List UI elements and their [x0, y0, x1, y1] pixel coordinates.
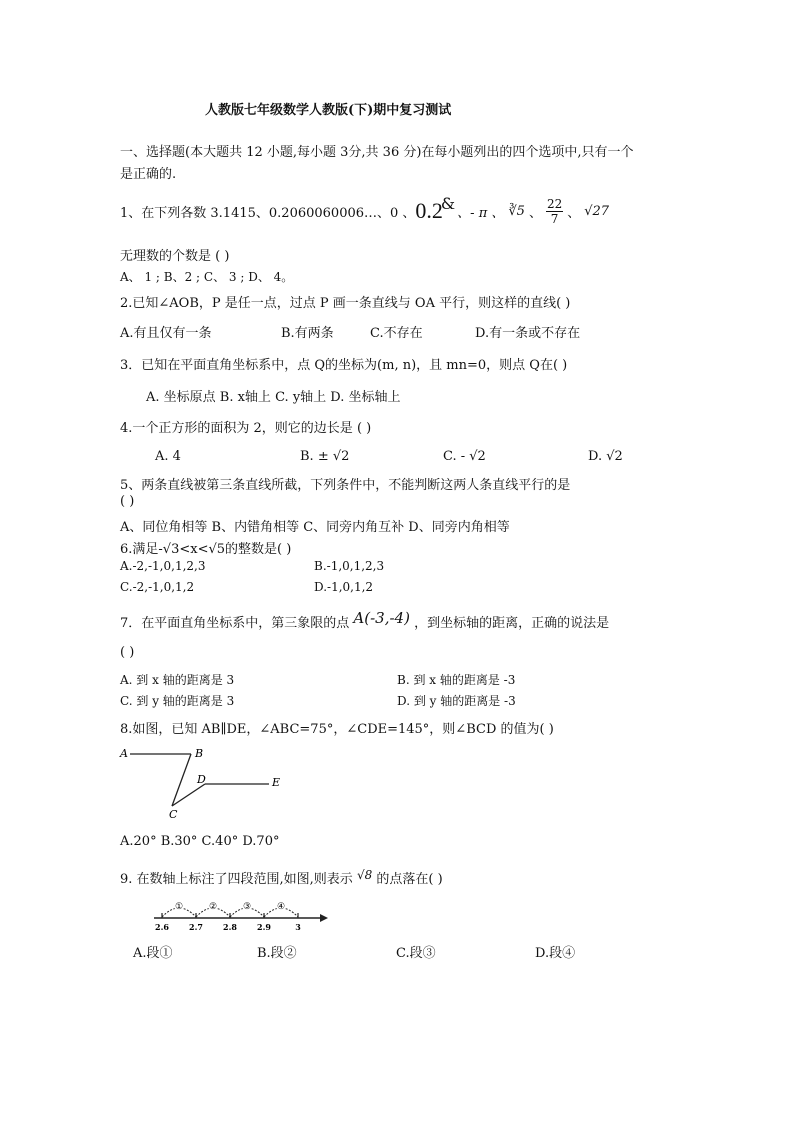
q7-point: A(-3,-4): [353, 609, 410, 627]
q9-sqrt: √8: [356, 868, 373, 882]
question-7-option-b: B. 到 x 轴的距离是 -3: [397, 673, 516, 687]
number-line-arrow: [320, 914, 328, 922]
question-5-paren: ( ): [120, 494, 135, 509]
question-8-options: A.20° B.30° C.40° D.70°: [120, 834, 280, 849]
q7-stem-post: ，到坐标轴的距离，正确的说法是: [414, 616, 610, 631]
question-2-option-b: B.有两条: [281, 326, 334, 341]
question-8-stem: 8.如图，已知 AB∥DE，∠ABC=75°，∠CDE=145°，则∠BCD 的值为( ): [120, 722, 554, 737]
number-line-tick-label: 2.8: [223, 922, 237, 932]
q1-sep3: 、: [567, 205, 581, 221]
q9-stem-pre: 9. 在数轴上标注了四段范围,如图,则表示: [120, 872, 353, 887]
label-d: D: [197, 773, 206, 786]
question-3-stem: 3．已知在平面直角坐标系中，点 Q的坐标为(m, n)，且 mn=0，则点 Q在( ): [120, 358, 568, 373]
question-5-stem: 5、两条直线被第三条直线所截，下列条件中，不能判断这两人条直线平行的是: [120, 478, 571, 493]
q1-fraction-denominator: 7: [550, 211, 559, 226]
question-9-option-d: D.段④: [535, 946, 576, 961]
segment-cd: [172, 784, 205, 806]
question-7-stem: [120, 609, 610, 631]
q1-prefix: 1、在下列各数 3.1415、0.2060060006…、0 、: [120, 205, 416, 221]
question-9-option-c: C.段③: [396, 946, 436, 961]
segment-label: ②: [208, 902, 218, 912]
number-line-tick-label: 3: [295, 922, 301, 932]
q1-repeating-decimal: 0.2: [415, 198, 443, 223]
question-2-option-a: A.有且仅有一条: [120, 326, 212, 341]
segment-label: ③: [242, 902, 252, 912]
question-7-option-a: A. 到 x 轴的距离是 3: [120, 673, 235, 687]
section-instructions-line1: 一、选择题(本大题共 12 小题,每小题 3分,共 36 分)在每小题列出的四个选项中,只有一个: [120, 145, 634, 160]
question-3-options: A. 坐标原点 B. x轴上 C. y轴上 D. 坐标轴上: [146, 390, 401, 405]
q1-sep2: 、: [528, 205, 542, 221]
question-5-options: A、同位角相等 B、内错角相等 C、同旁内角互补 D、同旁内角相等: [120, 520, 510, 535]
q1-neg-pi: 、- π 、: [457, 205, 505, 221]
repeating-dot-icon: &: [440, 193, 456, 213]
number-line-tick-label: 2.7: [189, 922, 203, 932]
question-9-option-b: B.段②: [257, 946, 297, 961]
segment-label: ①: [174, 902, 184, 912]
question-7-paren: ( ): [120, 645, 135, 660]
question-2-option-d: D.有一条或不存在: [475, 326, 581, 341]
label-a: A: [120, 747, 128, 760]
segment-label: ④: [276, 902, 286, 912]
question-1-line2: 无理数的个数是 ( ): [120, 249, 230, 264]
number-line-tick-label: 2.6: [155, 922, 169, 932]
question-6-option-d: D.-1,0,1,2: [314, 580, 374, 594]
q1-cube-root: ∛5: [508, 203, 525, 219]
question-6-option-b: B.-1,0,1,2,3: [314, 559, 385, 573]
question-4-option-d: D. √2: [588, 449, 623, 464]
question-2-option-c: C.不存在: [370, 326, 423, 341]
section-instructions-line2: 是正确的.: [120, 167, 177, 182]
q1-fraction-numerator: 22: [546, 196, 563, 211]
question-6-option-c: C.-2,-1,0,1,2: [120, 580, 195, 594]
question-4-option-a: A. 4: [155, 449, 181, 464]
question-2-stem: 2.已知∠AOB，P 是任一点，过点 P 画一条直线与 OA 平行，则这样的直线( ): [120, 296, 571, 311]
q1-fraction: [546, 197, 563, 226]
question-9-stem: [120, 868, 443, 887]
question-4-option-c: C. - √2: [443, 449, 486, 464]
question-7-option-c: C. 到 y 轴的距离是 3: [120, 694, 235, 708]
question-1-stem: [120, 193, 610, 226]
question-7-option-d: D. 到 y 轴的距离是 -3: [397, 694, 516, 708]
label-b: B: [195, 747, 204, 760]
q7-stem-pre: 7．在平面直角坐标系中，第三象限的点: [120, 616, 350, 631]
segment-bc: [172, 754, 191, 806]
question-6-stem: 6.满足-√3<x<√5的整数是( ): [120, 542, 292, 557]
question-4-option-b: B. ± √2: [300, 449, 350, 464]
page-title: 人教版七年级数学人教版(下)期中复习测试: [205, 103, 452, 118]
question-4-stem: 4.一个正方形的面积为 2，则它的边长是 ( ): [120, 421, 372, 436]
question-1-options: A、 1 ; B、2 ; C、 3 ; D、 4。: [120, 270, 294, 284]
label-e: E: [272, 776, 281, 789]
question-9-option-a: A.段①: [133, 946, 173, 961]
q9-stem-post: 的点落在( ): [376, 872, 443, 887]
q8-geometry-figure: [112, 740, 302, 825]
label-c: C: [169, 808, 178, 821]
q9-number-line: [150, 898, 330, 934]
q1-square-root: √27: [584, 203, 610, 219]
number-line-tick-label: 2.9: [257, 922, 271, 932]
question-6-option-a: A.-2,-1,0,1,2,3: [120, 559, 206, 573]
